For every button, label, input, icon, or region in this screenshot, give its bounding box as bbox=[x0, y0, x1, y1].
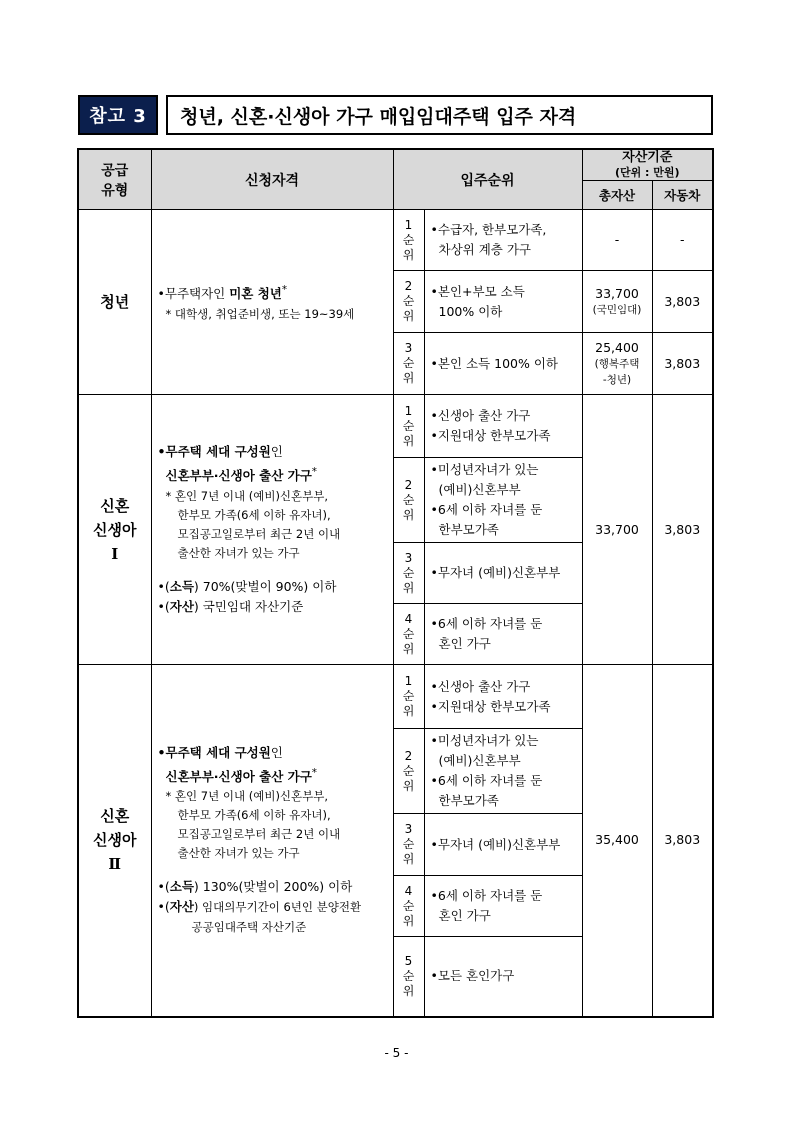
page-number: - 5 - bbox=[384, 1046, 409, 1060]
total-asset: 25,400 (행복주택 -청년) bbox=[582, 333, 652, 395]
header-total-asset: 총자산 bbox=[582, 181, 652, 210]
rank-cell: 1 순 위 bbox=[393, 665, 424, 729]
car-value: 3,803 bbox=[652, 395, 713, 665]
table-row bbox=[78, 395, 713, 458]
rank-desc: •신생아 출산 가구 •지원대상 한부모가족 bbox=[424, 395, 582, 458]
rank-cell: 3 순 위 bbox=[393, 814, 424, 876]
rank-cell: 1 순 위 bbox=[393, 210, 424, 271]
type-newlywed-2: 신혼 신생아 Ⅱ bbox=[78, 665, 151, 1017]
rank-cell: 3 순 위 bbox=[393, 333, 424, 395]
rank-desc: •본인+부모 소득 100% 이하 bbox=[424, 271, 582, 333]
rank-desc: •신생아 출산 가구 •지원대상 한부모가족 bbox=[424, 665, 582, 729]
rank-desc: •무자녀 (예비)신혼부부 bbox=[424, 814, 582, 876]
eligibility-table bbox=[77, 148, 714, 1018]
header-supply-type: 공급 유형 bbox=[78, 149, 151, 210]
rank-cell: 2 순 위 bbox=[393, 729, 424, 814]
header-row bbox=[78, 149, 713, 181]
rank-desc: •무자녀 (예비)신혼부부 bbox=[424, 543, 582, 604]
rank-desc: •본인 소득 100% 이하 bbox=[424, 333, 582, 395]
total-asset: 33,700 (국민임대) bbox=[582, 271, 652, 333]
qual-newlywed-1: •무주택 세대 구성원인 신혼부부·신생아 출산 가구* * 혼인 7년 이내 (예비)신혼부부, 한부모 가족(6세 이하 유자녀), 모집공고일로부터 최근 2년 이내 출산한 자녀가 있는 가구 •(소득) 70%(맞벌이 90%) 이하 •(자산) 국민임대 자산기준 bbox=[151, 395, 393, 665]
type-newlywed-1: 신혼 신생아 Ⅰ bbox=[78, 395, 151, 665]
rank-cell: 2 순 위 bbox=[393, 271, 424, 333]
header-car: 자동차 bbox=[652, 181, 713, 210]
rank-cell: 3 순 위 bbox=[393, 543, 424, 604]
title-bar bbox=[78, 95, 713, 135]
total-asset: - bbox=[582, 210, 652, 271]
rank-desc: •미성년자녀가 있는 (예비)신혼부부 •6세 이하 자녀를 둔 한부모가족 bbox=[424, 458, 582, 543]
car-value: 3,803 bbox=[652, 333, 713, 395]
rank-cell: 4 순 위 bbox=[393, 604, 424, 665]
qual-youth: •무주택자인 미혼 청년* * 대학생, 취업준비생, 또는 19~39세 bbox=[151, 210, 393, 395]
reference-tag: 참고 3 bbox=[78, 95, 158, 135]
table-row bbox=[78, 210, 713, 271]
car-value: 3,803 bbox=[652, 665, 713, 1017]
rank-desc: •미성년자녀가 있는 (예비)신혼부부 •6세 이하 자녀를 둔 한부모가족 bbox=[424, 729, 582, 814]
qual-newlywed-2: •무주택 세대 구성원인 신혼부부·신생아 출산 가구* * 혼인 7년 이내 (예비)신혼부부, 한부모 가족(6세 이하 유자녀), 모집공고일로부터 최근 2년 이내 출산한 자녀가 있는 가구 •(소득) 130%(맞벌이 200%) 이하 •(자산) 임대의무기간이 6년인 분양전환 공공임대주택 자산기준 bbox=[151, 665, 393, 1017]
rank-cell: 5 순 위 bbox=[393, 937, 424, 1017]
rank-desc: •6세 이하 자녀를 둔 혼인 가구 bbox=[424, 604, 582, 665]
car-value: - bbox=[652, 210, 713, 271]
rank-cell: 4 순 위 bbox=[393, 876, 424, 937]
rank-cell: 1 순 위 bbox=[393, 395, 424, 458]
car-value: 3,803 bbox=[652, 271, 713, 333]
total-asset: 33,700 bbox=[582, 395, 652, 665]
rank-desc: •수급자, 한부모가족, 차상위 계층 가구 bbox=[424, 210, 582, 271]
type-youth: 청년 bbox=[78, 210, 151, 395]
rank-desc: •6세 이하 자녀를 둔 혼인 가구 bbox=[424, 876, 582, 937]
page-title: 청년, 신혼·신생아 가구 매입임대주택 입주 자격 bbox=[166, 95, 713, 135]
rank-cell: 2 순 위 bbox=[393, 458, 424, 543]
header-rank: 입주순위 bbox=[393, 149, 582, 210]
rank-desc: •모든 혼인가구 bbox=[424, 937, 582, 1017]
table-row bbox=[78, 665, 713, 729]
header-qualification: 신청자격 bbox=[151, 149, 393, 210]
header-asset: 자산기준 (단위 : 만원) bbox=[582, 149, 713, 181]
total-asset: 35,400 bbox=[582, 665, 652, 1017]
